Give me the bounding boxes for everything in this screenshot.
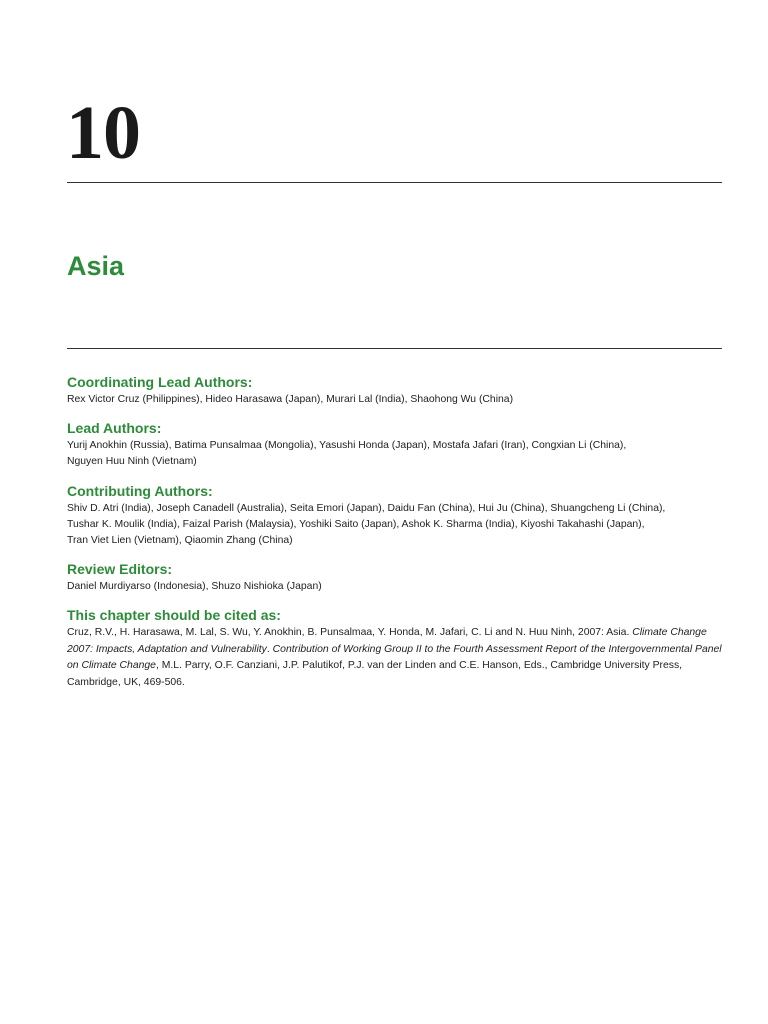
- review-editors-heading: Review Editors:: [67, 561, 173, 578]
- citation-book-title: Climate Change 2007: Impacts, Adaptation and Vulnerability: [67, 627, 707, 655]
- lead-authors-heading: Lead Authors:: [67, 420, 162, 437]
- chapter-number: 10: [66, 91, 140, 175]
- lead-authors-section: [67, 418, 727, 470]
- lead-authors-line: Nguyen Huu Ninh (Vietnam): [67, 456, 197, 468]
- lead-authors-list: [67, 438, 727, 470]
- contributing-authors-line: Tushar K. Moulik (India), Faizal Parish (Malaysia), Yoshiki Saito (Japan), Ashok K. Sharma (India), Kiyoshi Takahashi (Japan),: [67, 518, 645, 530]
- coordinating-lead-authors-section: [67, 372, 727, 408]
- contributing-authors-line: Tran Viet Lien (Vietnam), Qiaomin Zhang (China): [67, 535, 293, 547]
- chapter-front-matter: [67, 372, 727, 701]
- contributing-authors-section: [67, 481, 727, 550]
- chapter-title: Asia: [67, 251, 125, 281]
- coordinating-lead-authors-heading: Coordinating Lead Authors:: [67, 374, 253, 390]
- citation-heading: This chapter should be cited as:: [67, 607, 281, 624]
- top-divider: [67, 182, 722, 183]
- review-editors-list: Daniel Murdiyarso (Indonesia), Shuzo Nishioka (Japan): [67, 581, 322, 593]
- citation-contribution: Contribution of Working Group II to the Fourth Assessment Report of the Intergovernmental Panel on Climate Change: [67, 643, 722, 672]
- citation-authors: Cruz, R.V., H. Harasawa, M. Lal, S. Wu, Y. Anokhin, B. Punsalmaa, Y. Honda, M. Jafari, C. Li and N. Huu Ninh, 2007: Asia.: [67, 627, 633, 639]
- coordinating-lead-authors-list: Rex Victor Cruz (Philippines), Hideo Harasawa (Japan), Murari Lal (India), Shaohong Wu (China): [67, 394, 514, 405]
- contributing-authors-line: Shiv D. Atri (India), Joseph Canadell (Australia), Seita Emori (Japan), Daidu Fan (China), Hui Ju (China), Shuangcheng Li (China),: [67, 502, 666, 514]
- lead-authors-line: Yurij Anokhin (Russia), Batima Punsalmaa (Mongolia), Yasushi Honda (Japan), Mostafa Jafari (Iran), Congxian Li (China),: [67, 440, 627, 452]
- bottom-divider: [67, 348, 722, 349]
- citation-text: [67, 625, 727, 691]
- citation-separator: .: [266, 643, 273, 655]
- contributing-authors-heading: Contributing Authors:: [67, 482, 213, 499]
- contributing-authors-list: [67, 501, 727, 550]
- citation-editors-publisher: , M.L. Parry, O.F. Canziani, J.P. Palutikof, P.J. van der Linden and C.E. Hanson, Eds., Cambridge University Press, Cambridge, UK, 469-506.: [67, 660, 683, 688]
- review-editors-section: [67, 559, 727, 595]
- citation-section: [67, 605, 727, 691]
